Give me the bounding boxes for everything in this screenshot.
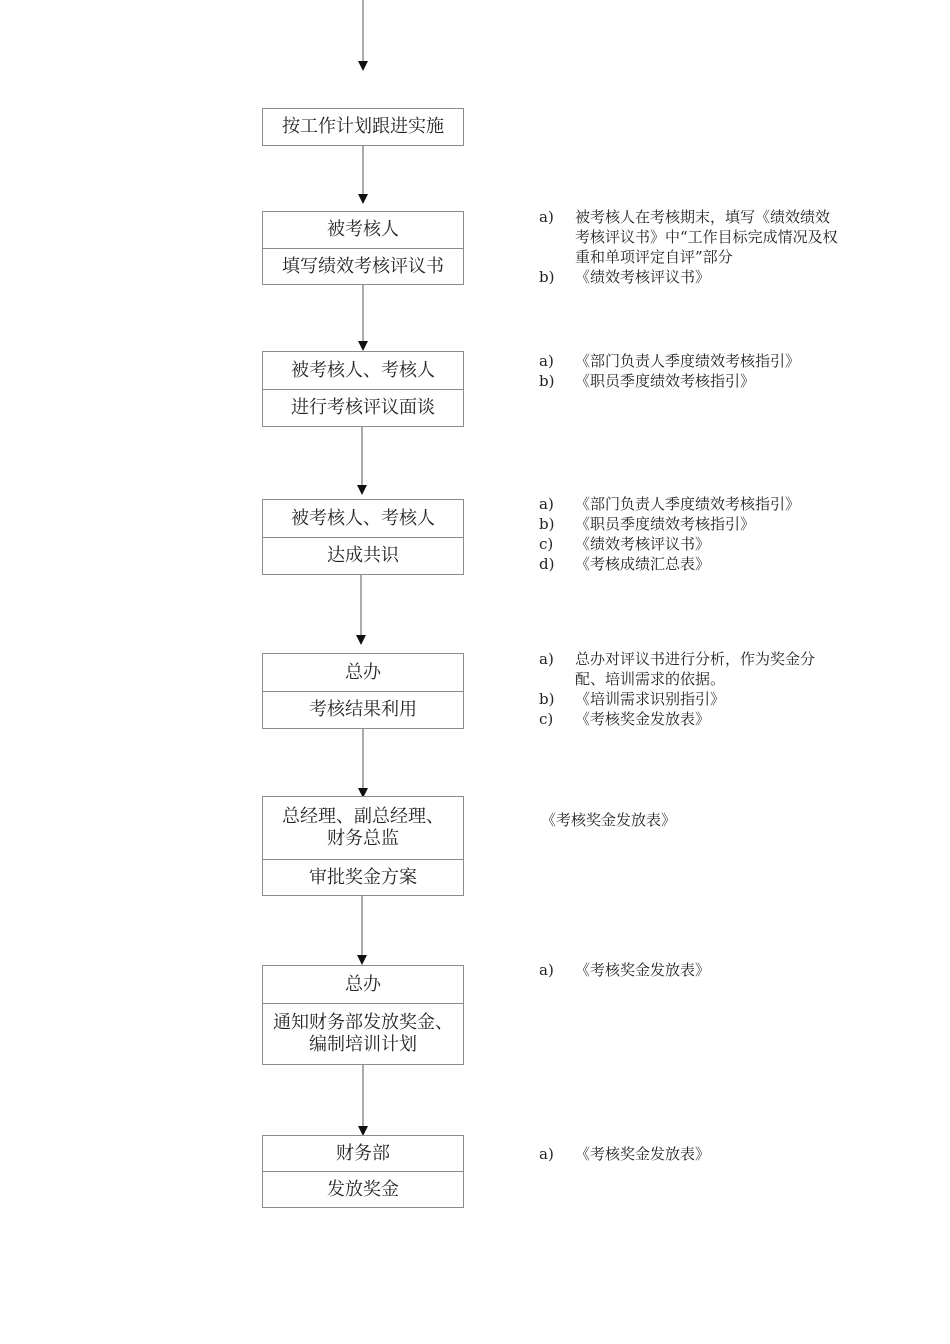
note-marker: b) — [539, 515, 555, 533]
step-approve-box — [262, 796, 464, 896]
notes-pay — [539, 1144, 839, 1164]
step-notify-box — [262, 965, 464, 1065]
step-result-use-actor: 总办 — [345, 661, 381, 683]
note-item — [539, 689, 839, 709]
step-fill-form-action: 填写绩效考核评议书 — [263, 248, 463, 284]
notes-consensus — [539, 494, 839, 574]
note-text: 《考核奖金发放表》 — [575, 961, 711, 979]
note-item — [539, 960, 839, 980]
step-pay-actor: 财务部 — [336, 1142, 390, 1164]
note-text: 《部门负责人季度绩效考核指引》 — [575, 495, 801, 513]
note-item — [539, 649, 839, 689]
step-result-use-box — [262, 653, 464, 729]
notes-fill-form — [539, 207, 839, 287]
note-text: 《培训需求识别指引》 — [575, 690, 726, 708]
note-item — [539, 514, 839, 534]
note-text: 《职员季度绩效考核指引》 — [575, 515, 756, 533]
arrow-head — [357, 955, 367, 965]
note-text: 《考核奖金发放表》 — [575, 1145, 711, 1163]
note-marker: d) — [539, 555, 555, 573]
notes-result-use — [539, 649, 839, 729]
note-item — [539, 534, 839, 554]
step-approve-action: 审批奖金方案 — [263, 859, 463, 895]
step-follow-up-action: 按工作计划跟进实施 — [282, 116, 444, 137]
step-consensus-box — [262, 499, 464, 575]
step-interview-box — [262, 351, 464, 427]
notes-notify — [539, 960, 839, 980]
note-text: 被考核人在考核期末，填写《绩效绩效考核评议书》中“工作目标完成情况及权重和单项评定自评”部分 — [575, 208, 838, 266]
arrow-head — [357, 485, 367, 495]
note-text: 《部门负责人季度绩效考核指引》 — [575, 352, 801, 370]
step-pay-box — [262, 1135, 464, 1208]
note-marker: a) — [539, 208, 554, 226]
note-text: 《绩效考核评议书》 — [575, 535, 711, 553]
notes-interview — [539, 351, 839, 391]
note-marker: a) — [539, 961, 554, 979]
note-item — [539, 1144, 839, 1164]
note-item — [539, 494, 839, 514]
note-item — [539, 351, 839, 371]
note-text: 《考核奖金发放表》 — [575, 710, 711, 728]
note-item — [539, 371, 839, 391]
note-item — [539, 554, 839, 574]
note-marker: a) — [539, 650, 554, 668]
step-follow-up-box — [262, 108, 464, 146]
note-marker: b) — [539, 268, 555, 286]
step-interview-actor: 被考核人、考核人 — [291, 359, 435, 381]
step-result-use-action: 考核结果利用 — [263, 691, 463, 728]
arrow-head — [358, 194, 368, 204]
note-item — [539, 709, 839, 729]
note-marker: a) — [539, 1145, 554, 1163]
step-consensus-action: 达成共识 — [263, 537, 463, 574]
arrow-head — [358, 61, 368, 71]
note-marker: c) — [539, 710, 554, 728]
arrow-head — [356, 635, 366, 645]
step-notify-actor: 总办 — [345, 973, 381, 995]
step-interview-action: 进行考核评议面谈 — [263, 389, 463, 426]
note-text: 《考核成绩汇总表》 — [575, 555, 711, 573]
note-approve-text: 《考核奖金发放表》 — [541, 811, 677, 829]
note-text: 《绩效考核评议书》 — [575, 268, 711, 286]
note-marker: c) — [539, 535, 554, 553]
note-marker: b) — [539, 690, 555, 708]
step-notify-action: 通知财务部发放奖金、 编制培训计划 — [263, 1003, 463, 1064]
step-pay-action: 发放奖金 — [263, 1171, 463, 1207]
note-item — [539, 267, 839, 287]
arrow-head — [358, 341, 368, 351]
step-approve-actor: 总经理、副总经理、 财务总监 — [282, 806, 444, 849]
note-text: 总办对评议书进行分析，作为奖金分配、培训需求的依据。 — [575, 650, 816, 688]
step-consensus-actor: 被考核人、考核人 — [291, 507, 435, 529]
note-text: 《职员季度绩效考核指引》 — [575, 372, 756, 390]
step-fill-form-actor: 被考核人 — [327, 219, 399, 240]
step-fill-form-box — [262, 211, 464, 285]
note-item — [539, 207, 839, 267]
note-marker: a) — [539, 495, 554, 513]
note-marker: a) — [539, 352, 554, 370]
note-marker: b) — [539, 372, 555, 390]
